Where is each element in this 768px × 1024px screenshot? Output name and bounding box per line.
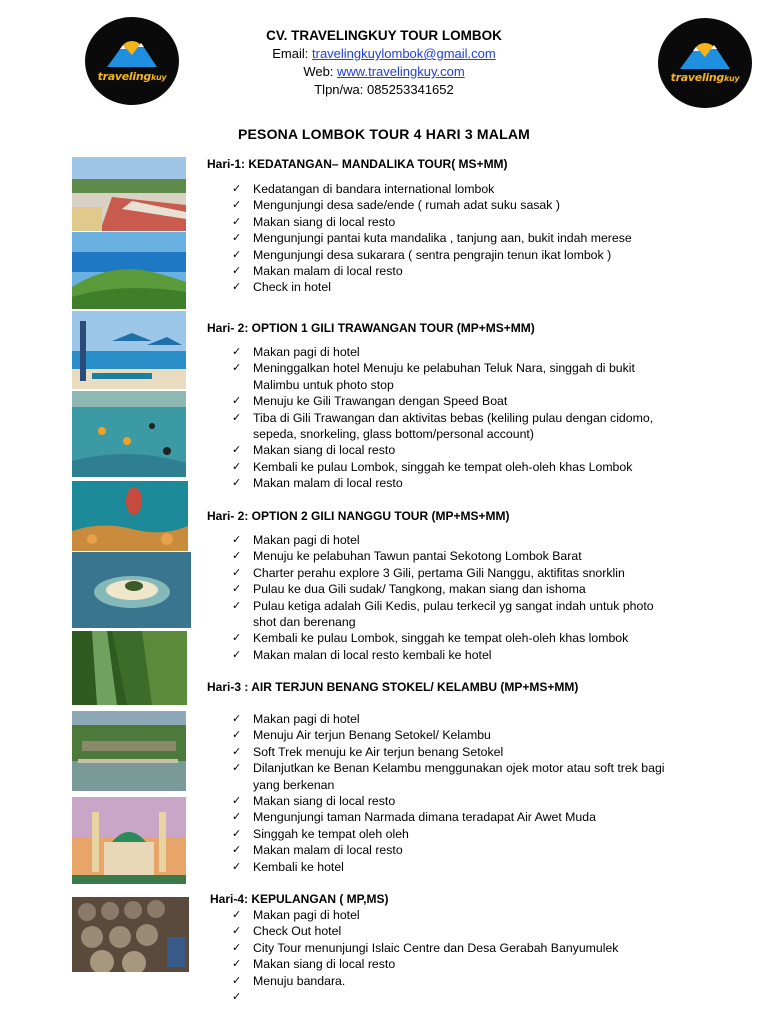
itinerary-item-text: City Tour menunjungi Islaic Centre dan Desa Gerabah Banyumulek — [253, 940, 619, 955]
itinerary-item — [232, 826, 672, 842]
check-icon: ✓ — [232, 395, 242, 408]
check-icon: ✓ — [232, 232, 242, 245]
itinerary-item-text: Singgah ke tempat oleh oleh — [253, 826, 409, 841]
itinerary-list — [232, 907, 672, 1004]
itinerary-item-text: Menuju ke Gili Trawangan dengan Speed Boat — [253, 394, 508, 409]
check-icon: ✓ — [232, 599, 242, 612]
itinerary-item — [232, 565, 672, 581]
itinerary-item-text: Kedatangan di bandara international lombok — [253, 182, 495, 196]
check-icon: ✓ — [232, 281, 242, 294]
itinerary-item-text: Makan malam di local resto — [253, 264, 403, 279]
itinerary-item — [232, 548, 672, 564]
check-icon: ✓ — [232, 583, 242, 596]
itinerary-item-text: Meninggalkan hotel Menuju ke pelabuhan Teluk Nara, singgah di bukit Malimbu untuk photo stop — [253, 361, 635, 392]
check-icon: ✓ — [232, 550, 242, 563]
itinerary-item-text: Makan siang di local resto — [253, 214, 396, 229]
itinerary-item-text: Check Out hotel — [253, 924, 342, 939]
check-icon: ✓ — [232, 925, 242, 938]
itinerary-item — [232, 760, 672, 793]
itinerary-item — [232, 532, 672, 548]
check-icon: ✓ — [232, 632, 242, 645]
company-name: CV. TRAVELINGKUY TOUR LOMBOK — [266, 28, 502, 43]
itinerary-item — [232, 598, 672, 631]
check-icon: ✓ — [232, 795, 242, 808]
itinerary-item — [232, 197, 672, 213]
itinerary-item-text: Makan malam di local resto — [253, 476, 403, 491]
itinerary-item — [232, 459, 672, 475]
itinerary-item — [232, 647, 672, 663]
itinerary-item-text: Charter perahu explore 3 Gili, pertama Gili Nanggu, aktifitas snorklin — [253, 565, 625, 580]
itinerary-item-text: Mengunjungi desa sukarara ( sentra pengrajin tenun ikat lombok ) — [253, 247, 612, 262]
check-icon: ✓ — [232, 909, 242, 921]
itinerary-item — [232, 410, 672, 443]
itinerary-item-text: Pulau ketiga adalah Gili Kedis, pulau terkecil yg sangat indah untuk photo shot dan berenang — [253, 598, 654, 630]
itinerary-item — [232, 360, 672, 393]
itinerary-item-text: Makan pagi di hotel — [253, 712, 360, 726]
check-icon: ✓ — [232, 534, 242, 546]
itinerary-item — [232, 581, 672, 597]
check-icon: ✓ — [232, 941, 242, 954]
itinerary-item — [232, 393, 672, 409]
itinerary-item — [232, 711, 672, 727]
check-icon: ✓ — [232, 460, 242, 473]
itinerary-item — [232, 793, 672, 809]
email-link[interactable]: travelingkuylombok@gmail.com — [312, 46, 496, 61]
check-icon: ✓ — [232, 762, 242, 775]
itinerary-item-text: Makan malam di local resto — [253, 843, 403, 858]
check-icon: ✓ — [232, 844, 242, 857]
photo-waterfall — [72, 631, 187, 705]
photo-underwater-coral — [72, 481, 188, 551]
itinerary-item-text: Soft Trek menuju ke Air terjun benang Setokel — [253, 744, 504, 759]
itinerary-list — [232, 181, 672, 296]
itinerary-item — [232, 940, 672, 956]
itinerary-item-text: Mengunjungi desa sade/ende ( rumah adat suku sasak ) — [253, 198, 560, 213]
itinerary-item-text: Dilanjutkan ke Benan Kelambu menggunakan ojek motor atau soft trek bagi yang berkenan — [253, 761, 665, 792]
itinerary-item — [232, 907, 672, 923]
day-heading: Hari-4: KEPULANGAN ( MP,MS) — [210, 892, 389, 906]
check-icon: ✓ — [232, 411, 242, 424]
logo-wordmark: travelingkuy — [97, 70, 167, 83]
itinerary-item — [232, 859, 672, 875]
itinerary-item — [232, 630, 672, 646]
itinerary-item-text: Kembali ke hotel — [253, 859, 344, 874]
itinerary-item-text: Makan malan di local resto kembali ke hotel — [253, 647, 492, 662]
itinerary-list — [232, 344, 672, 492]
itinerary-item — [232, 247, 672, 263]
company-logo-left — [85, 17, 179, 105]
itinerary-list — [232, 711, 672, 875]
itinerary-item — [232, 442, 672, 458]
mountain-sun-icon — [658, 18, 752, 108]
day-heading: Hari-1: KEDATANGAN– MANDALIKA TOUR( MS+MM) — [207, 157, 508, 171]
photo-gili-beach — [72, 311, 186, 389]
day-heading: Hari-3 : AIR TERJUN BENANG STOKEL/ KELAMBU (MP+MS+MM) — [207, 680, 579, 694]
itinerary-item — [232, 475, 672, 491]
itinerary-item — [232, 344, 672, 360]
itinerary-item-text: Pulau ke dua Gili sudak/ Tangkong, makan siang dan ishoma — [253, 582, 586, 597]
check-icon: ✓ — [232, 362, 242, 375]
itinerary-item — [232, 744, 672, 760]
photo-gili-kedis-island — [72, 552, 191, 628]
photo-narmada-park — [72, 711, 186, 791]
phone-line: Tlpn/wa: 085253341652 — [314, 82, 454, 97]
company-logo-right — [658, 18, 752, 108]
check-icon: ✓ — [232, 215, 242, 228]
itinerary-item — [232, 809, 672, 825]
web-label: Web: — [303, 64, 338, 79]
check-icon: ✓ — [232, 648, 242, 661]
itinerary-item — [232, 923, 672, 939]
check-icon: ✓ — [232, 974, 242, 987]
check-icon: ✓ — [232, 827, 242, 840]
check-icon: ✓ — [232, 991, 242, 1004]
logo-wordmark: travelingkuy — [670, 71, 740, 84]
itinerary-item-text: Makan siang di local resto — [253, 443, 396, 458]
photo-pottery-village — [72, 897, 189, 972]
document-title: PESONA LOMBOK TOUR 4 HARI 3 MALAM — [237, 126, 531, 142]
check-icon: ✓ — [232, 265, 242, 278]
itinerary-item-text: Kembali ke pulau Lombok, singgah ke tempat oleh-oleh khas Lombok — [253, 459, 633, 474]
check-icon: ✓ — [232, 745, 242, 758]
itinerary-item — [232, 214, 672, 230]
itinerary-item-text: Makan pagi di hotel — [253, 908, 360, 922]
itinerary-item-text: Makan pagi di hotel — [253, 533, 360, 547]
email-label: Email: — [272, 46, 312, 61]
itinerary-item — [232, 956, 672, 972]
website-link[interactable]: www.travelingkuy.com — [337, 64, 465, 79]
day-heading: Hari- 2: OPTION 2 GILI NANGGU TOUR (MP+MS+MM) — [207, 509, 510, 523]
itinerary-item-text: Makan pagi di hotel — [253, 345, 360, 359]
check-icon: ✓ — [232, 183, 242, 195]
itinerary-item-text: Makan siang di local resto — [253, 957, 396, 972]
photo-kuta-hill — [72, 232, 186, 309]
itinerary-item-text: Tiba di Gili Trawangan dan aktivitas bebas (keliling pulau dengan cidomo, sepeda, snorkeling, glass bottom/personal account) — [253, 410, 654, 442]
day-heading: Hari- 2: OPTION 1 GILI TRAWANGAN TOUR (MP+MS+MM) — [207, 321, 535, 335]
check-icon: ✓ — [232, 566, 242, 579]
email-line — [200, 45, 568, 63]
photo-islamic-centre — [72, 797, 186, 884]
check-icon: ✓ — [232, 729, 242, 742]
photo-snorkeling — [72, 391, 186, 477]
itinerary-list — [232, 532, 672, 663]
itinerary-item-text: Mengunjungi taman Narmada dimana teradapat Air Awet Muda — [253, 810, 596, 825]
check-icon: ✓ — [232, 477, 242, 490]
itinerary-item-text: Check in hotel — [253, 280, 331, 295]
photo-mandalika-village — [72, 157, 186, 231]
web-line — [200, 63, 568, 81]
itinerary-item-text: Menuju ke pelabuhan Tawun pantai Sekotong Lombok Barat — [253, 549, 582, 564]
itinerary-item — [232, 181, 672, 197]
check-icon: ✓ — [232, 248, 242, 261]
mountain-sun-icon — [85, 17, 179, 105]
itinerary-item — [232, 263, 672, 279]
itinerary-item — [232, 842, 672, 858]
itinerary-item — [232, 973, 672, 989]
check-icon: ✓ — [232, 199, 242, 212]
itinerary-item — [232, 230, 672, 246]
check-icon: ✓ — [232, 860, 242, 873]
itinerary-item-text: Kembali ke pulau Lombok, singgah ke tempat oleh-oleh khas lombok — [253, 631, 629, 646]
check-icon: ✓ — [232, 958, 242, 971]
itinerary-item-text: Mengunjungi pantai kuta mandalika , tanjung aan, bukit indah merese — [253, 231, 632, 246]
itinerary-item — [232, 727, 672, 743]
check-icon: ✓ — [232, 444, 242, 457]
check-icon: ✓ — [232, 713, 242, 725]
itinerary-item-text: Menuju bandara. — [253, 973, 346, 988]
itinerary-item-text: Makan siang di local resto — [253, 794, 396, 809]
itinerary-item-text: Menuju Air terjun Benang Setokel/ Kelambu — [253, 728, 491, 743]
itinerary-item — [232, 279, 672, 295]
check-icon: ✓ — [232, 811, 242, 824]
check-icon: ✓ — [232, 346, 242, 358]
